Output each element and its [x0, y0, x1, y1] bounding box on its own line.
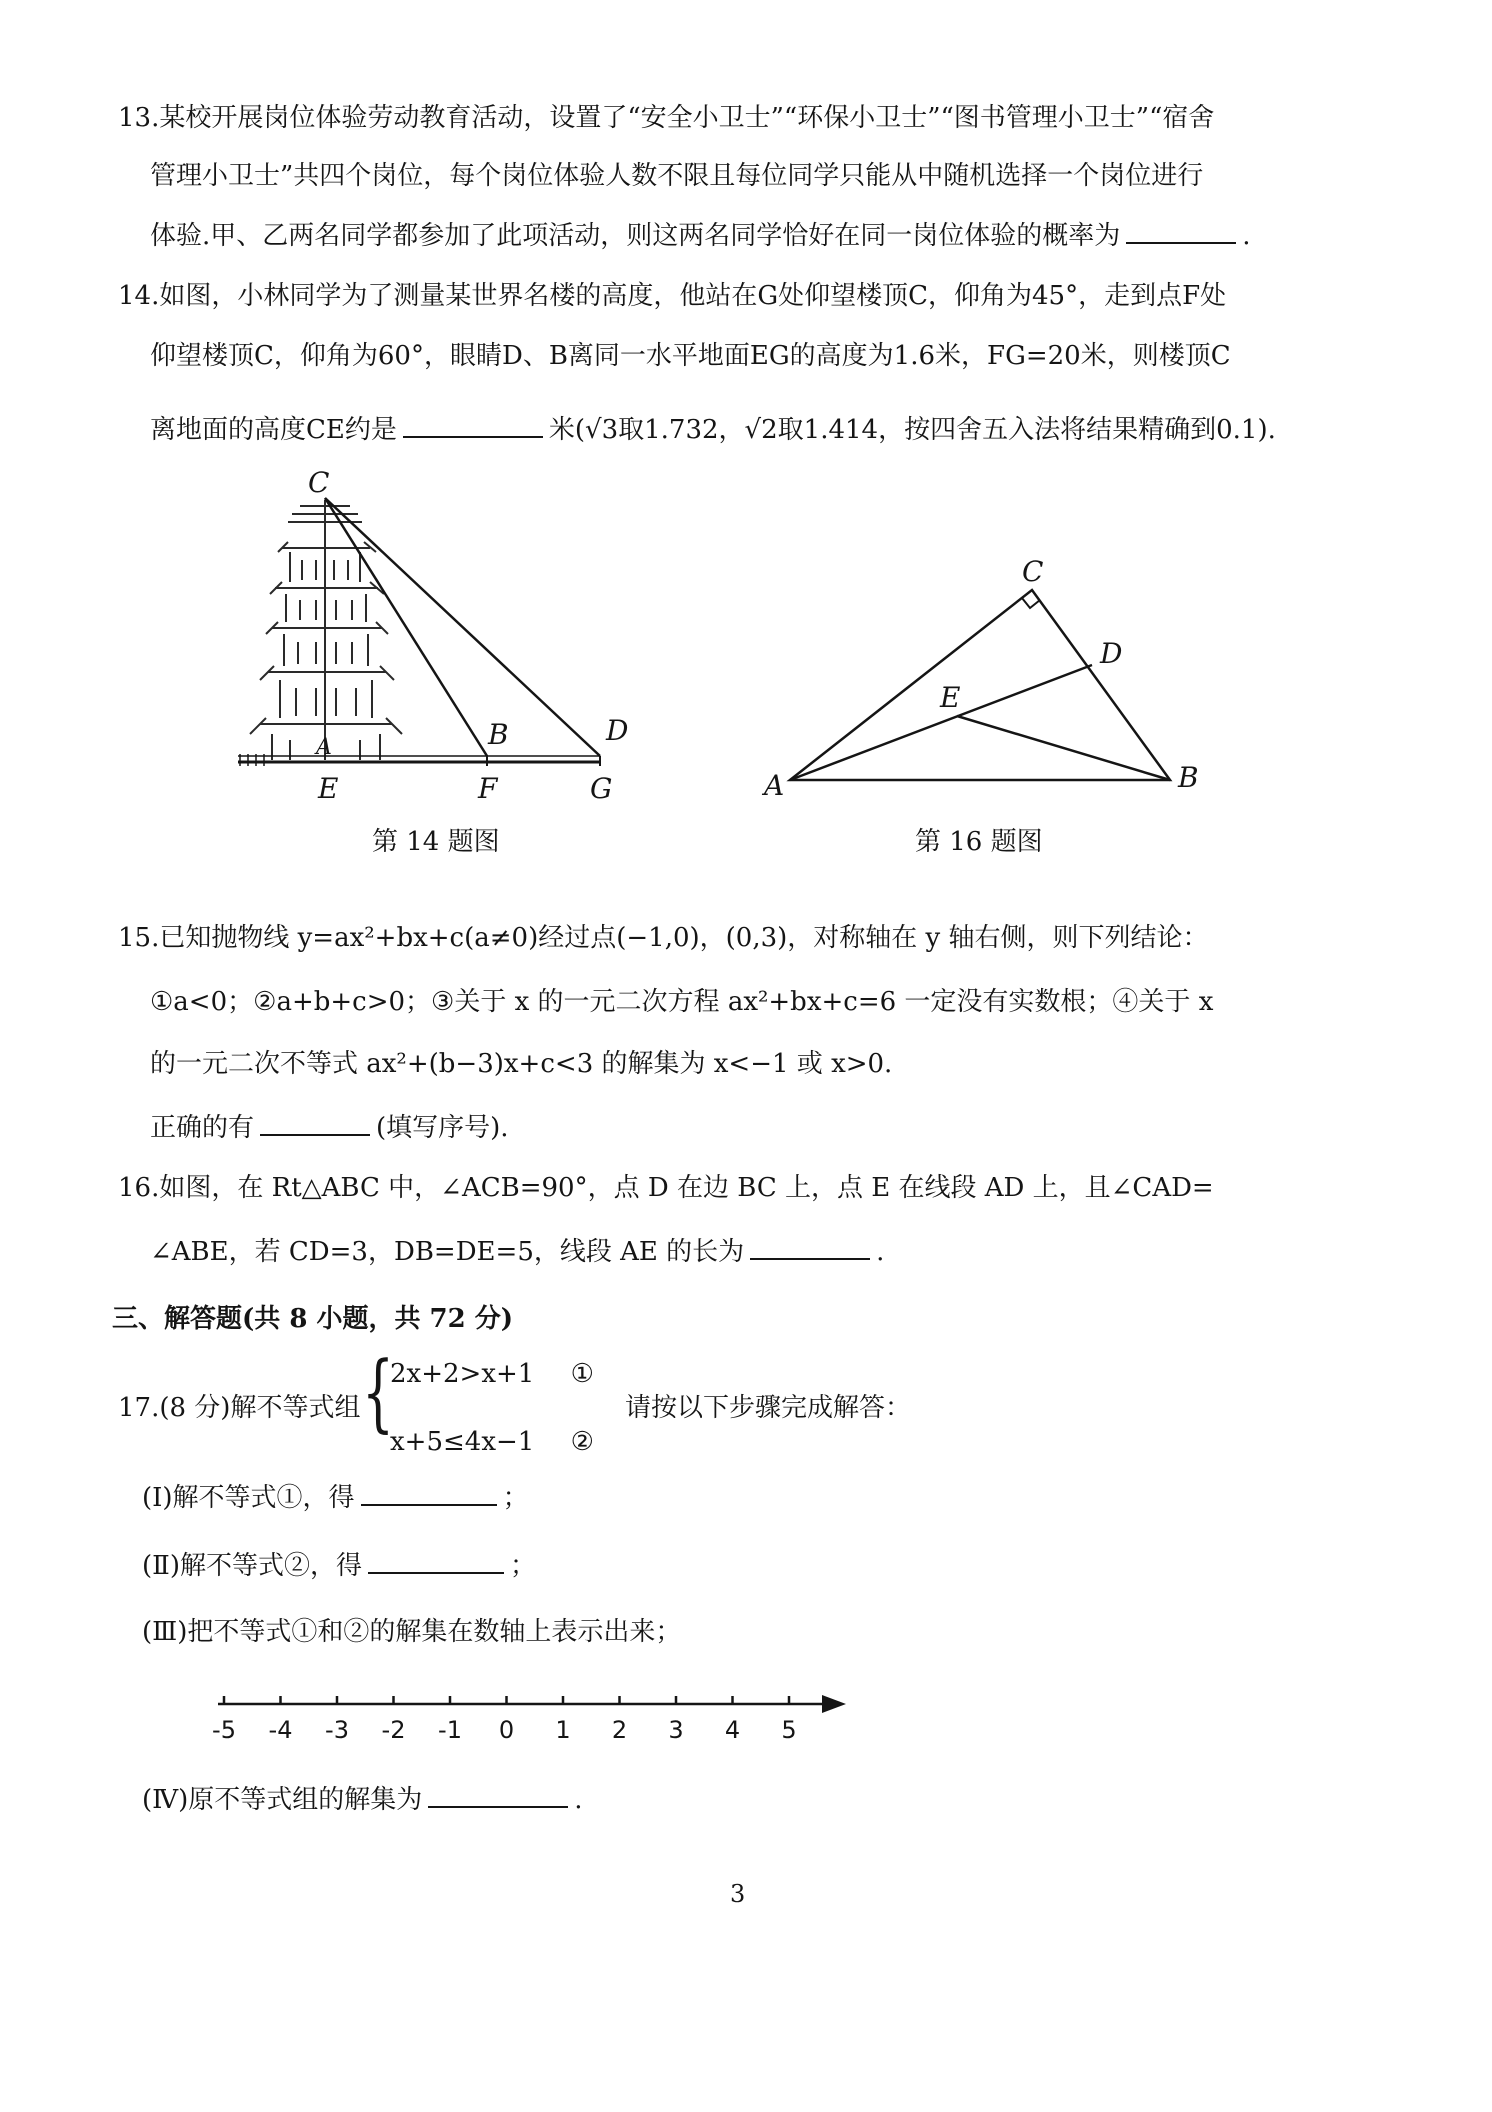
label-C: C [1022, 555, 1044, 588]
q16-answer-blank[interactable] [750, 1232, 870, 1260]
label-F: F [478, 772, 498, 805]
label-D: D [606, 714, 629, 747]
tick-label: 1 [555, 1716, 571, 1744]
q13-end: . [1242, 221, 1251, 251]
q15-text-end: (填写序号). [376, 1113, 509, 1143]
step4-text: (Ⅳ)原不等式组的解集为 [142, 1785, 423, 1815]
q15-line4 [150, 1108, 509, 1146]
q14-text: 离地面的高度CE约是 [150, 415, 397, 445]
number-line[interactable] [200, 1680, 860, 1760]
q16-text: ∠ABE，若 CD=3，DB=DE=5，线段 AE 的长为 [150, 1237, 745, 1267]
label-A: A [764, 769, 785, 802]
step2-end: ； [509, 1551, 536, 1581]
figure-16 [750, 555, 1230, 805]
segment-EB [957, 716, 1170, 780]
q15-line2: ①a<0；②a+b+c>0；③关于 x 的一元二次方程 ax²+bx+c=6 一定没有实数根；④关于 x [150, 987, 1214, 1017]
q14-line2: 仰望楼顶C，仰角为60°，眼睛D、B离同一水平地面EG的高度为1.6米，FG=20米，则楼顶C [150, 341, 1231, 371]
step1-end: ； [502, 1483, 529, 1513]
tick-label: 4 [724, 1716, 741, 1744]
label-B: B [1178, 761, 1199, 794]
q15-text: 正确的有 [150, 1113, 255, 1143]
tick-label: -1 [438, 1716, 462, 1744]
q14-line3 [150, 410, 1276, 448]
figure-14-caption: 第 14 题图 [372, 827, 500, 857]
step4-end: . [574, 1785, 583, 1815]
q14-line1: 14.如图，小林同学为了测量某世界名楼的高度，他站在G处仰望楼顶C，仰角为45°，走到点F处 [118, 281, 1227, 311]
inequality-1-text: 2x+2>x+1 [390, 1359, 535, 1389]
step4-answer-blank[interactable] [428, 1780, 568, 1808]
step2-answer-blank[interactable] [368, 1546, 504, 1574]
tick-label: -3 [325, 1716, 349, 1744]
label-E: E [940, 681, 961, 714]
figure-16-caption: 第 16 题图 [915, 827, 1043, 857]
q13-line1: 13.某校开展岗位体验劳动教育活动，设置了“安全小卫士”“环保小卫士”“图书管理小卫士”“宿舍 [118, 103, 1215, 133]
q15-line1: 15.已知抛物线 y=ax²+bx+c(a≠0)经过点(−1,0)，(0,3)，对称轴在 y 轴右侧，则下列结论： [118, 923, 1209, 953]
page-number: 3 [730, 1880, 746, 1908]
label-A: A [316, 735, 332, 760]
number-line-arrow [822, 1695, 846, 1713]
label-G: G [590, 772, 613, 805]
label-E: E [318, 772, 339, 805]
tick-label: -5 [212, 1716, 236, 1744]
q15-line3: 的一元二次不等式 ax²+(b−3)x+c<3 的解集为 x<−1 或 x>0. [150, 1049, 893, 1079]
q13-answer-blank[interactable] [1126, 216, 1236, 244]
tick-label: -2 [381, 1716, 406, 1744]
label-B: B [488, 718, 509, 751]
inequality-2-text: x+5≤4x−1 [390, 1427, 535, 1457]
q14-text-end: 米(√3取1.732，√2取1.414，按四舍五入法将结果精确到0.1). [548, 415, 1276, 445]
q15-answer-blank[interactable] [260, 1108, 370, 1136]
tick-label: -4 [268, 1716, 293, 1744]
q14-answer-blank[interactable] [403, 410, 543, 438]
tick-label: 2 [611, 1716, 628, 1744]
q16-line1: 16.如图，在 Rt△ABC 中，∠ACB=90°，点 D 在边 BC 上，点 E 在线段 AD 上，且∠CAD= [118, 1173, 1214, 1203]
q13-text: 体验.甲、乙两名同学都参加了此项活动，则这两名同学恰好在同一岗位体验的概率为 [150, 221, 1121, 251]
q13-line3 [150, 216, 1251, 254]
q17-step4 [142, 1780, 583, 1818]
tick-label: 5 [781, 1716, 797, 1744]
label-D: D [1100, 637, 1123, 670]
tick-label: 0 [498, 1716, 515, 1744]
system-brace: { [362, 1343, 395, 1441]
pagoda-drawing [250, 500, 402, 760]
q17-step1 [142, 1478, 529, 1516]
inequality-2 [390, 1424, 594, 1460]
q16-line2 [150, 1232, 884, 1270]
q17-instruction: 请按以下步骤完成解答： [625, 1393, 912, 1423]
right-angle-mark [1022, 598, 1040, 608]
triangle-ABC [790, 590, 1170, 780]
q17-step3: (Ⅲ)把不等式①和②的解集在数轴上表示出来； [142, 1617, 682, 1647]
inequality-1 [390, 1356, 594, 1392]
step1-text: (Ⅰ)解不等式①，得 [142, 1483, 355, 1513]
inequality-1-tag: ① [570, 1359, 594, 1389]
label-C: C [308, 470, 330, 499]
step2-text: (Ⅱ)解不等式②，得 [142, 1551, 362, 1581]
q17-step2 [142, 1546, 536, 1584]
inequality-2-tag: ② [570, 1427, 594, 1457]
step1-answer-blank[interactable] [361, 1478, 497, 1506]
section-heading: 三、解答题(共 8 小题，共 72 分) [112, 1304, 514, 1334]
q16-text-end: . [876, 1237, 885, 1267]
tick-label: 3 [668, 1716, 684, 1744]
q13-line2: 管理小卫士”共四个岗位，每个岗位体验人数不限且每位同学只能从中随机选择一个岗位进行 [150, 161, 1204, 191]
q17-prefix: 17.(8 分)解不等式组 [118, 1393, 361, 1423]
figure-14 [220, 470, 660, 810]
